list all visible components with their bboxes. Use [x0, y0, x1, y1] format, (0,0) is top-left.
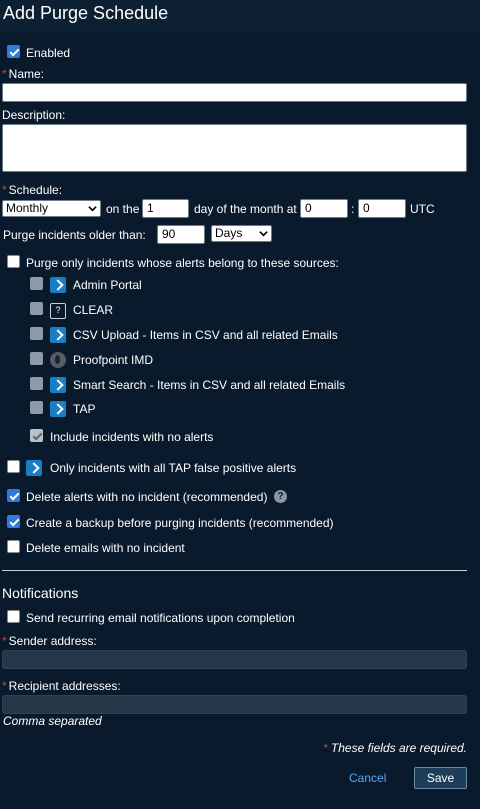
name-input[interactable]	[2, 83, 467, 102]
schedule-day-input[interactable]: 1	[142, 199, 189, 218]
arrow-source-icon	[26, 460, 42, 476]
schedule-tz-text: UTC	[410, 202, 435, 216]
recipient-addresses-input[interactable]	[2, 695, 467, 714]
schedule-label: * Schedule:	[2, 183, 63, 197]
proofpoint-icon	[50, 352, 66, 368]
sender-address-input[interactable]	[2, 650, 467, 669]
source-checkbox-admin-portal[interactable]	[30, 277, 43, 290]
dialog-title: Add Purge Schedule	[3, 3, 169, 23]
tap-false-positive-checkbox[interactable]	[7, 460, 20, 473]
source-checkbox-proofpoint-imd[interactable]	[30, 352, 43, 365]
notifications-heading: Notifications	[2, 585, 79, 601]
purge-older-unit-select[interactable]	[211, 225, 272, 242]
source-label-smart-search: Smart Search - Items in CSV and all related Emails	[73, 378, 346, 392]
cancel-button[interactable]: Cancel	[349, 771, 387, 785]
schedule-frequency-select[interactable]	[2, 200, 101, 217]
chevron-down-icon	[259, 229, 268, 238]
save-button[interactable]: Save	[414, 767, 467, 789]
source-checkbox-tap[interactable]	[30, 401, 43, 414]
source-label-csv-upload: CSV Upload - Items in CSV and all related Emails	[73, 328, 338, 342]
question-source-icon: ?	[50, 303, 66, 319]
description-textarea[interactable]	[2, 124, 467, 172]
sources-label: Purge only incidents whose alerts belong to these sources:	[26, 256, 339, 270]
arrow-source-icon	[50, 377, 66, 393]
source-label-tap: TAP	[73, 402, 96, 416]
tap-false-positive-label: Only incidents with all TAP false positive alerts	[50, 461, 297, 475]
source-checkbox-csv-upload[interactable]	[30, 327, 43, 340]
required-note: * These fields are required.	[322, 741, 467, 755]
schedule-frequency-value: Monthly	[6, 201, 49, 215]
send-notifications-label: Send recurring email notifications upon completion	[26, 611, 295, 625]
enabled-checkbox[interactable]	[7, 45, 20, 58]
source-label-admin-portal: Admin Portal	[73, 278, 142, 292]
delete-alerts-checkbox[interactable]	[7, 489, 20, 502]
sources-checkbox[interactable]	[7, 255, 20, 268]
schedule-day-text: day of the month at	[194, 202, 297, 216]
include-no-alerts-label: Include incidents with no alerts	[50, 430, 214, 444]
backup-checkbox[interactable]	[7, 515, 20, 528]
schedule-on-the-text: on the	[106, 202, 140, 216]
chevron-down-icon	[88, 204, 97, 213]
source-checkbox-smart-search[interactable]	[30, 377, 43, 390]
schedule-colon: :	[351, 202, 355, 216]
include-no-alerts-checkbox[interactable]	[30, 429, 43, 442]
dialog-header	[0, 0, 480, 32]
source-label-clear: CLEAR	[73, 303, 114, 317]
backup-label: Create a backup before purging incidents (recommended)	[26, 516, 334, 530]
arrow-source-icon	[50, 327, 66, 343]
delete-emails-checkbox[interactable]	[7, 540, 20, 553]
send-notifications-checkbox[interactable]	[7, 610, 20, 623]
sender-address-label: * Sender address:	[2, 634, 97, 648]
recipient-hint: Comma separated	[3, 714, 102, 728]
purge-older-input[interactable]: 90	[157, 225, 205, 244]
arrow-source-icon	[50, 401, 66, 417]
schedule-minute-input[interactable]: 0	[358, 199, 406, 218]
enabled-label: Enabled	[26, 46, 71, 60]
help-icon[interactable]: ?	[274, 490, 287, 503]
purge-older-unit-value: Days	[215, 226, 243, 240]
recipient-addresses-label: * Recipient addresses:	[2, 679, 121, 693]
name-label: * Name:	[2, 67, 45, 81]
source-checkbox-clear[interactable]	[30, 302, 43, 315]
delete-emails-label: Delete emails with no incident	[26, 541, 185, 555]
description-label: Description:	[2, 108, 66, 122]
purge-older-label: Purge incidents older than:	[3, 228, 146, 242]
required-note-text: These fields are required.	[327, 741, 467, 755]
delete-alerts-label: Delete alerts with no incident (recommended)	[26, 490, 268, 504]
schedule-hour-input[interactable]: 0	[300, 199, 348, 218]
source-label-proofpoint-imd: Proofpoint IMD	[73, 353, 154, 367]
arrow-source-icon	[50, 277, 66, 293]
section-divider	[2, 570, 467, 571]
